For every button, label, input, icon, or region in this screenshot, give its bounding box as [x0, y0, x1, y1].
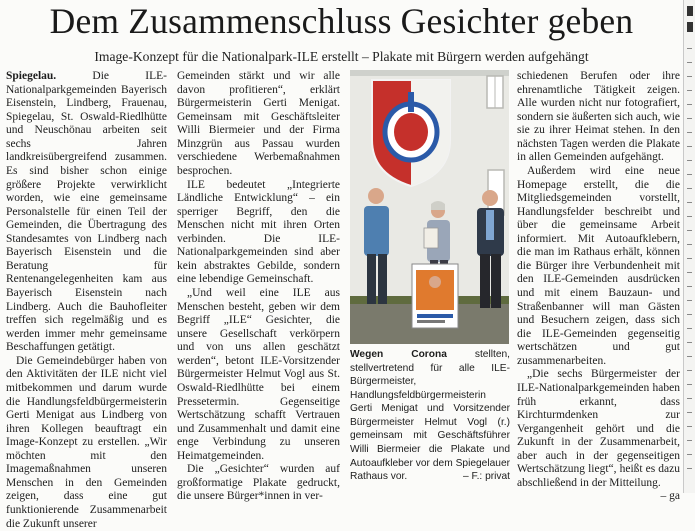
edge-mark	[687, 90, 692, 91]
edge-mark	[687, 104, 692, 105]
article-column-4	[517, 70, 680, 504]
adjacent-article-edge	[683, 0, 695, 493]
edge-mark	[687, 230, 692, 231]
paragraph: „Und weil eine ILE aus Menschen besteht, geben wir dem Begriff „ILE“ Gesichter, die unsere Gesellschaft verkörpern und von uns allen geschätzt werden“, betont ILE-Vorsitzender Bürgermeister Helmut Vogl aus St. Oswald-Riedlhütte bei einem Pressetermin. Gegenseitige Wertschätzung schafft Vertrauen und Zusammenhalt und damit eine enge Verbindung zu unseren Heimatgemeinden.	[177, 287, 340, 462]
paragraph-text: „Die sechs Bürgermeister der ILE-Nationalparkgemeinden haben früh erkannt, dass Kirchturmdenken zur Vergangenheit gehört und die Zukunft in der Zusammenarbeit, aber auch in der gegenseitigen Wertschätzung liegt“, heißt es dazu abschließend in der Mitteilung.	[517, 368, 680, 489]
edge-mark	[687, 160, 692, 161]
edge-mark	[687, 62, 692, 63]
press-photo	[350, 70, 509, 344]
edge-mark	[687, 356, 692, 357]
caption-text: stellten, stellvertretend für alle ILE-Bürgermeister, Handlungsfeldbürgermeisterin Gerti Menigat und Vorsitzender Bürgermeister Helmut Vogl (r.) gemeinsam mit Geschäftsführer Willi Biermeier die Plakate und Autoaufkleber vor dem Spiegelauer Rathaus vor.	[350, 349, 510, 483]
edge-mark	[687, 48, 692, 49]
subheadline: Image-Konzept für die Nationalpark-ILE erstellt – Plakate mit Bürgern werden aufgehängt	[94, 49, 589, 64]
dateline: Spiegelau.	[6, 70, 57, 82]
photo-caption	[350, 348, 510, 484]
paragraph: Die Gemeindebürger haben von den Aktivitäten der ILE nicht viel mitbekommen und darum wurde die Handlungsfeldbürgermeisterin Gerti Menigat aus Lindberg von ihren Kollegen beauftragt ein Image-Konzept zu erstellen. „Wir möchten mit den Imagemaßnahmen unseren Menschen in den Gemeinden zeigen, dass eine gut funktionierende Zusammenarbeit die Zukunft unserer	[6, 354, 167, 530]
edge-mark	[687, 6, 693, 16]
paragraph: Gemeinden stärkt und wir alle davon profitieren“, erklärt Bürgermeisterin Gerti Menigat. Gemeinsam mit Geschäftsleiter Willi Biermeier und der Firma Minzgrün aus Passau wurden verschiedene Werbemaßnahmen besprochen.	[177, 70, 340, 177]
paragraph-text: Die ILE-Nationalparkgemeinden Bayerisch Eisenstein, Lindberg, Frauenau, Spiegelau, St. Oswald-Riedlhütte und Neuschönau arbeiten seit sechs Jahren landkreisübergreifend zusammen. Es sind bisher schon einige größere Projekte verwirklicht worden, wie eine gemeinsame Personalstelle für einen Teil der Gemeinden, die Übertragung des Standesamtes von Lindberg nach Bayerisch Eisenstein und die Beratung für Rentenangelegenheiten kam aus Bayerisch Eisenstein nach Lindberg. Auch die Bauhofleiter treffen sich regelmäßig und es werden immer mehr gemeinsame Beschaffungen getätigt.	[6, 70, 167, 354]
edge-mark	[687, 342, 692, 343]
photo-illustration	[350, 70, 509, 344]
author-signoff: – ga	[660, 490, 680, 503]
edge-mark	[687, 454, 692, 455]
edge-mark	[687, 426, 692, 427]
photo-credit: – F.: privat	[463, 471, 510, 483]
edge-mark	[687, 440, 692, 441]
article-column-1	[6, 70, 167, 531]
edge-mark	[687, 76, 692, 77]
paragraph	[517, 368, 680, 503]
paragraph: Außerdem wird eine neue Homepage erstellt, die die Mitgliedsgemeinden vorstellt, Handlungsfelder beschreibt und über die gemeinsame Arbeit informiert. Mit Autoaufklebern, die man im Rathaus erhält, können die Bürger ihre Verbundenheit mit den ILE-Gemeinden ausdrücken und mit einem Bauzaun- und Straßenbanner will man Gästen und Besuchern zeigen, dass sich die ILE-Gemeinden gegenseitig wertschätzen und gut zusammenarbeiten.	[517, 164, 680, 367]
paragraph: schiedenen Berufen oder ihre ehrenamtliche Tätigkeit zeigen. Alle wurden nicht nur fotografiert, sondern sie äußerten sich auch, wie sie zu ihrer Heimat stehen. In den nächsten Tagen werden die Plakate in allen Gemeinden aufgehängt.	[517, 70, 680, 164]
edge-mark	[687, 300, 692, 301]
paragraph: ILE bedeutet „Integrierte Ländliche Entwicklung“ – ein sperriger Begriff, den die Menschen nicht mit ihren Orten verbinden. Die ILE-Nationalparkgemeinden sind aber kein abstraktes Gebilde, sondern eine lebendige Gemeinschaft.	[177, 178, 340, 286]
edge-mark	[687, 216, 692, 217]
headline: Dem Zusammenschluss Gesichter geben	[49, 1, 634, 41]
edge-mark	[687, 244, 692, 245]
edge-mark	[687, 258, 692, 259]
edge-mark	[687, 174, 692, 175]
edge-mark	[687, 398, 692, 399]
edge-mark	[687, 146, 692, 147]
edge-mark	[687, 118, 692, 119]
paragraph: Die „Gesichter“ wurden auf großformatige Plakate gedruckt, die unsere Bürger*innen in ver-	[177, 463, 340, 503]
caption-lead: Wegen Corona	[350, 349, 447, 360]
edge-mark	[687, 202, 692, 203]
edge-mark	[687, 412, 692, 413]
edge-mark	[687, 132, 692, 133]
edge-mark	[687, 286, 692, 287]
paragraph	[6, 70, 167, 355]
edge-mark	[687, 314, 692, 315]
edge-mark	[687, 384, 692, 385]
edge-mark	[687, 22, 693, 32]
article-column-2	[177, 70, 340, 504]
edge-mark	[687, 272, 692, 273]
edge-mark	[687, 468, 692, 469]
edge-mark	[687, 188, 692, 189]
edge-mark	[687, 370, 692, 371]
edge-mark	[687, 328, 692, 329]
